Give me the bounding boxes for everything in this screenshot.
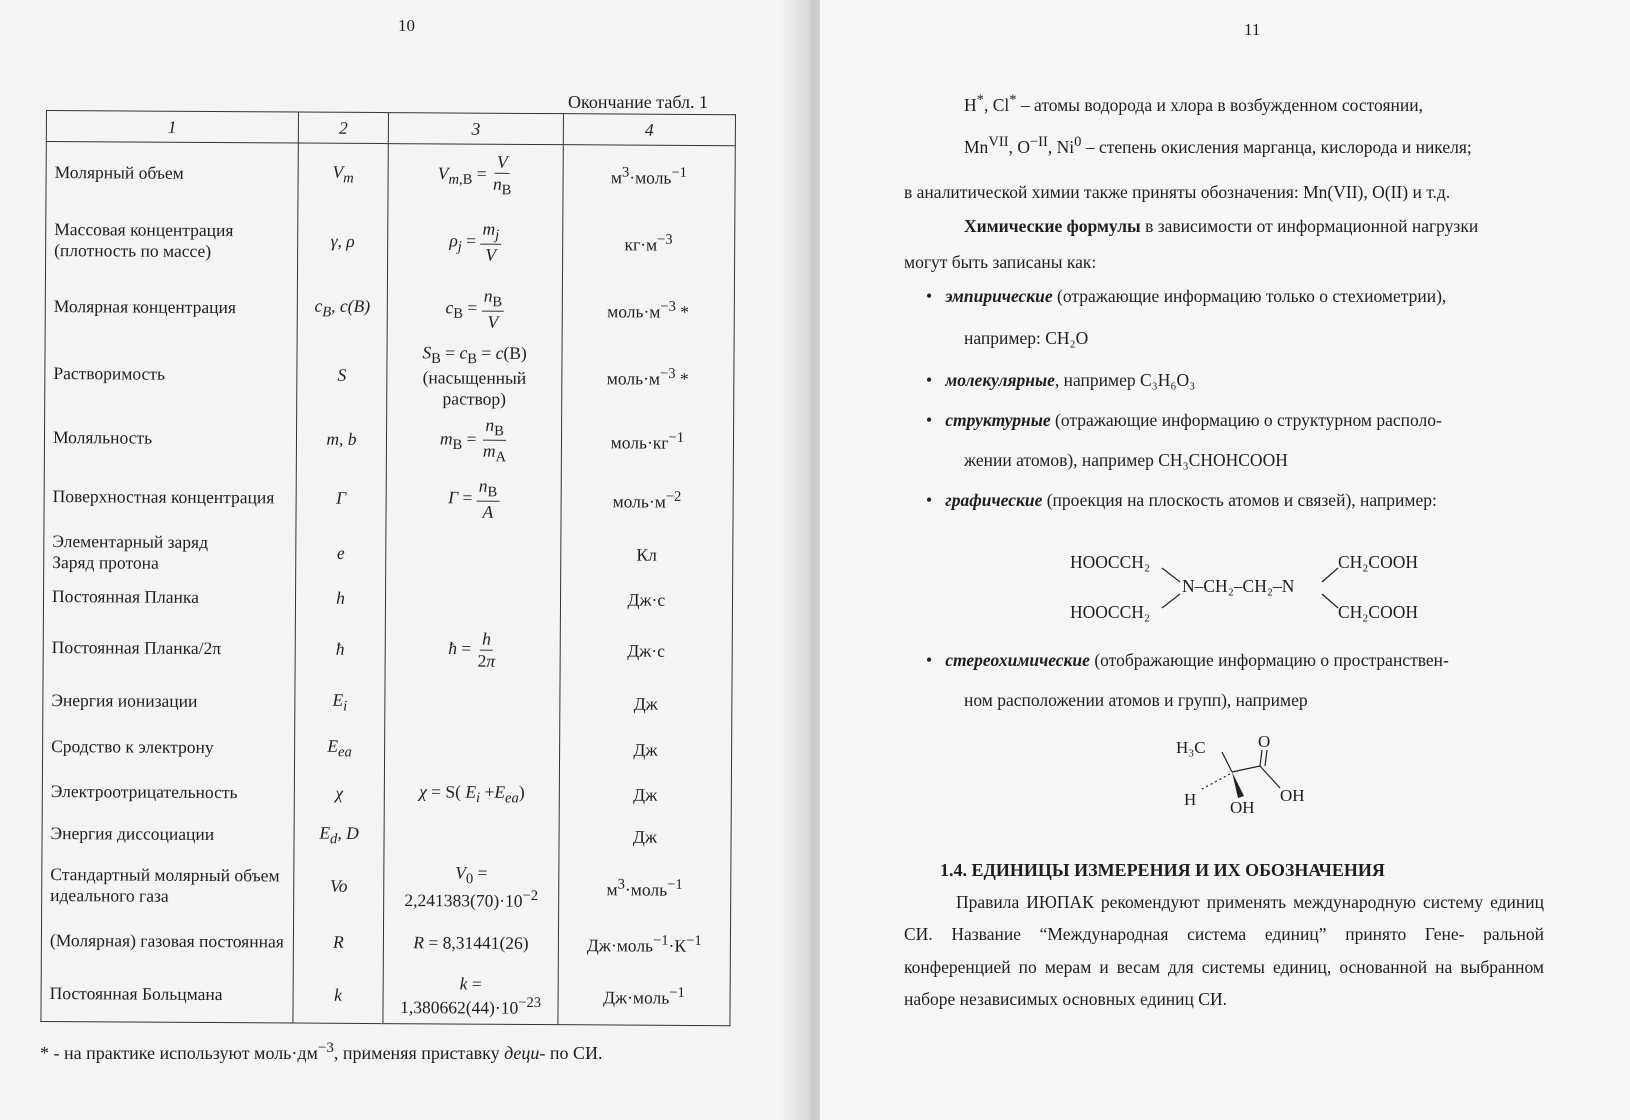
row-formula: $m_B$ = $\frac{n_B}{m_A}$: [387, 412, 562, 469]
row-unit: Дж·моль$^{-1}$: [558, 969, 731, 1026]
bullet-molecular: • молекулярные, например C₃H₆O₃: [926, 370, 1196, 390]
row-formula: [386, 530, 561, 579]
formulas-intro-2: могут быть записаны как:: [904, 252, 1097, 272]
row-name: Энергия диссоциации: [42, 813, 294, 855]
row-symbol: $V_m$: [298, 143, 389, 206]
row-unit: Дж·с: [560, 621, 733, 682]
bullet-empirical: • эмпирические (отражающие информацию только о стехиометрии),: [926, 286, 1447, 306]
row-symbol: $c_B$, c(B): [297, 277, 388, 340]
stereo-oh-bottom: OH: [1230, 798, 1255, 817]
row-unit: $моль\cdot м^{-3}$ *: [561, 341, 734, 414]
table-row: [43, 617, 732, 681]
row-unit: $моль\cdot м^{-3}$ *: [562, 279, 735, 342]
row-unit: Дж: [559, 817, 732, 858]
edta-middle: N–CH₂–CH₂–N: [1182, 576, 1295, 596]
bullet-term: молекулярные: [945, 370, 1055, 390]
edta-left-top: HOOCCH₂: [1070, 552, 1150, 572]
edta-left-bottom: HOOCCH₂: [1070, 602, 1150, 622]
row-unit: $кг\cdot м^{-3}$: [562, 207, 735, 280]
table-header-row: [46, 111, 735, 146]
row-unit: Дж: [559, 681, 732, 728]
table-row: [44, 409, 733, 469]
excited-atoms-line: H*, Cl* – атомы водорода и хлора в возбужденном состоянии,: [964, 92, 1423, 115]
row-unit: $м^3\cdot моль^{-1}$: [563, 145, 736, 208]
row-name: Постоянная Больцмана: [41, 965, 293, 1023]
units-table: [40, 110, 736, 1026]
lactic-acid-structure: [1176, 732, 1326, 822]
bullet-text: (отражающие информацию только о стехиометрии),: [1052, 286, 1447, 306]
intro-bold-term: Химические формулы: [964, 216, 1141, 236]
table-row: [41, 915, 730, 969]
col-header-1: 1: [46, 111, 298, 144]
table-row: [42, 769, 731, 817]
stereo-bonds: [1176, 732, 1326, 822]
bullet-structural-example: жении атомов), например CH₃CHOHCOOH: [964, 450, 1288, 470]
row-unit: $моль\cdot м^{-2}$: [561, 469, 734, 532]
row-name: Молярная концентрация: [45, 275, 297, 339]
table-row: [42, 723, 731, 773]
oxidation-state-line: $Mn^{VII}$, $O^{-II}$, Ni$^0$ – степень окисления марганца, кислорода и никеля;: [964, 134, 1472, 157]
bullet-text: , например C₃H₆O₃: [1054, 370, 1196, 390]
page-number-left: 10: [398, 16, 415, 35]
row-formula: [386, 578, 561, 621]
formulas-intro: [964, 216, 1590, 237]
row-formula: [384, 816, 559, 857]
row-name: Моляльность: [44, 409, 296, 467]
row-symbol: S: [296, 339, 387, 412]
row-unit: Дж: [559, 727, 732, 774]
bullet-stereo: • стереохимические (отображающие информацию о пространствен-: [926, 650, 1449, 670]
row-unit: Дж: [559, 773, 732, 818]
row-symbol: ħ: [295, 619, 386, 680]
bullet-term: структурные: [945, 410, 1051, 430]
table-row: [45, 337, 734, 413]
edta-bonds: [1070, 548, 1470, 628]
bullet-text: (проекция на плоскость атомов и связей), например:: [1042, 490, 1437, 510]
bullet-graphic: • графические (проекция на плоскость атомов и связей), например:: [926, 490, 1437, 510]
stereo-oh-right: OH: [1280, 786, 1305, 805]
bullet-term: графические: [945, 490, 1043, 510]
row-unit: $Дж\cdot моль^{-1}\cdot К^{-1}$: [558, 919, 731, 970]
row-symbol: Vo: [293, 855, 384, 918]
row-unit: $м^3\cdot моль^{-1}$: [558, 857, 731, 920]
row-symbol: $E_i$: [294, 679, 385, 726]
row-formula: $\rho_j$ = $\frac{m_j}{V}$: [388, 206, 563, 279]
table-row: [41, 965, 730, 1025]
col-header-4: 4: [563, 114, 735, 146]
stereo-h: H: [1184, 790, 1197, 809]
table-row: [46, 142, 735, 208]
bullet-text: (отражающие информацию о структурном располо-: [1050, 410, 1442, 430]
row-name: (Молярная) газовая постоянная: [41, 915, 293, 967]
edta-right-top: CH₂COOH: [1338, 552, 1418, 572]
row-name: Поверхностная концентрация: [44, 465, 296, 529]
row-symbol: e: [295, 529, 386, 578]
row-symbol: Γ: [296, 467, 387, 530]
row-name: Стандартный молярный объем идеального газа: [42, 853, 294, 917]
row-name: Постоянная Планка: [43, 575, 295, 619]
row-formula: Γ = $\frac{n_B}{A}$: [386, 468, 561, 531]
table-row: [44, 465, 733, 531]
row-formula: ħ = $\frac{h}{2\pi}$: [385, 620, 560, 681]
row-formula: $S_B = c_B = c(B)$ (насыщенный раствор): [387, 340, 562, 413]
row-name: Растворимость: [45, 337, 297, 411]
intro-rest: в зависимости от информационной нагрузки: [1140, 216, 1479, 236]
table-row: [43, 575, 732, 621]
bullet-stereo-example: ном расположении атомов и групп), например: [964, 690, 1308, 710]
row-name: Энергия ионизации: [43, 677, 295, 725]
edta-right-bottom: CH₂COOH: [1338, 602, 1418, 622]
row-symbol: k: [293, 967, 384, 1024]
row-name: Массовая концентрация (плотность по массе): [45, 204, 297, 278]
table-row: [45, 204, 734, 280]
table-row: [43, 677, 732, 727]
si-paragraph: Правила ИЮПАК рекомендуют применять международную систему единиц СИ. Название “Международная система единиц” принято Гене- ральной конференцией по мерам и весам для системы единиц, основанной на выбранном наборе независимых основных единиц СИ.: [904, 892, 1544, 1010]
row-name: Электроотрицательность: [42, 769, 294, 815]
table-row: [42, 813, 731, 857]
row-unit: $моль\cdot кг^{-1}$: [561, 413, 734, 470]
row-unit: Дж·с: [560, 579, 733, 622]
table-row: [42, 853, 731, 919]
table-caption: Окончание табл. 1: [568, 92, 709, 112]
row-name: Молярный объем: [46, 142, 298, 206]
row-formula: $V_0$ = $2,241383(70)\cdot 10^{-2}$: [384, 856, 559, 919]
stereo-ch3: H₃C: [1176, 738, 1206, 757]
row-name: Постоянная Планка/2π: [43, 617, 295, 679]
row-symbol: R: [293, 917, 384, 968]
stereo-o: O: [1258, 732, 1271, 751]
row-formula: [385, 680, 560, 727]
row-name: Элементарный заряд Заряд протона: [44, 527, 296, 577]
row-formula: χ = S( $E_i +E_{ea}$): [385, 772, 560, 817]
section-heading: 1.4. ЕДИНИЦЫ ИЗМЕРЕНИЯ И ИХ ОБОЗНАЧЕНИЯ: [940, 860, 1385, 880]
row-formula: $V_{m,B}$ = $\frac{V}{n_B}$: [388, 144, 563, 207]
row-name: Сродство к электрону: [42, 723, 294, 771]
row-formula: k = $1,380662(44)\cdot 10^{-23}$: [383, 968, 558, 1025]
bullet-text: (отображающие информацию о пространствен-: [1089, 650, 1449, 670]
row-symbol: h: [295, 577, 386, 620]
row-symbol: m, b: [296, 411, 387, 468]
page-number-right: 11: [1244, 20, 1261, 39]
row-symbol: γ, ρ: [297, 205, 388, 278]
row-formula: [385, 726, 560, 773]
row-symbol: $E_{ea}$: [294, 725, 385, 772]
col-header-3: 3: [389, 113, 564, 145]
bullet-empirical-example: например: CH₂O: [964, 328, 1089, 348]
row-unit: Кл: [560, 531, 733, 580]
row-symbol: $E_d$, D: [294, 815, 385, 856]
table-row: [44, 527, 733, 579]
analytical-notation-line: в аналитической химии также приняты обозначения: Mn(VII), O(II) и т.д.: [904, 182, 1451, 202]
row-formula: $c_B$ = $\frac{n_B}{V}$: [387, 278, 562, 341]
bullet-term: эмпирические: [945, 286, 1053, 306]
row-symbol: χ: [294, 771, 385, 816]
table-footnote: * - на практике используют $моль\cdot дм^{-3}$, применяя приставку деци- по СИ.: [40, 1040, 603, 1063]
col-header-2: 2: [298, 112, 389, 144]
table-row: [45, 275, 734, 341]
bullet-structural: • структурные (отражающие информацию о структурном располо-: [926, 410, 1442, 430]
edta-structure: [1070, 548, 1470, 628]
bullet-term: стереохимические: [945, 650, 1090, 670]
row-formula: R = 8,31441(26): [384, 918, 559, 969]
